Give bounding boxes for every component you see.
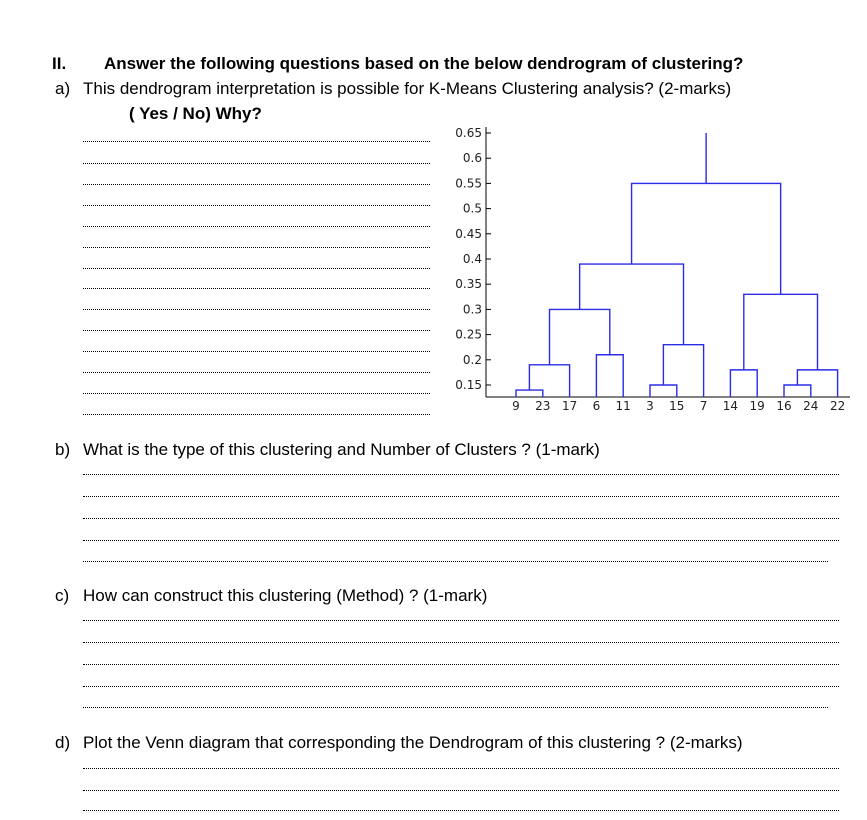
answer-line[interactable] (83, 664, 839, 665)
answer-line[interactable] (83, 686, 839, 687)
answer-line[interactable] (83, 309, 430, 310)
y-tick-label: 0.3 (462, 302, 482, 317)
question-a-text: This dendrogram interpretation is possible for K-Means Clustering analysis? (2-marks) (83, 79, 732, 98)
y-tick-label: 0.25 (455, 327, 482, 342)
question-b-text: What is the type of this clustering and Number of Clusters ? (1-mark) (83, 440, 600, 459)
leaf-label: 6 (592, 399, 601, 413)
dendrogram-link (797, 370, 837, 397)
leaf-label: 7 (699, 399, 708, 413)
question-c-text: How can construct this clustering (Method) ? (1-mark) (83, 586, 488, 605)
answer-line[interactable] (83, 474, 839, 475)
dendrogram-link (550, 309, 610, 364)
leaf-label: 16 (776, 399, 792, 413)
y-tick-label: 0.4 (462, 252, 482, 266)
answer-line[interactable] (83, 414, 430, 415)
leaf-label: 3 (646, 399, 654, 413)
dendrogram-link (632, 183, 781, 294)
answer-line[interactable] (83, 620, 839, 621)
answer-line[interactable] (83, 163, 430, 164)
answer-line[interactable] (83, 226, 430, 227)
dendrogram-link (516, 390, 543, 397)
y-tick-label: 0.2 (462, 352, 482, 367)
question-b-label: b) (55, 440, 71, 459)
answer-line[interactable] (83, 372, 430, 373)
answer-line[interactable] (83, 205, 430, 206)
y-tick-label: 0.5 (462, 201, 482, 216)
answer-line[interactable] (83, 768, 839, 769)
answer-line[interactable] (83, 393, 430, 394)
y-tick-label: 0.35 (455, 277, 482, 292)
section-number: II. (52, 54, 67, 73)
answer-line[interactable] (83, 810, 839, 811)
question-a-label: a) (55, 79, 71, 98)
question-d-text: Plot the Venn diagram that corresponding the Dendrogram of this clustering ? (2-marks) (83, 733, 743, 752)
question-d-label: d) (55, 733, 71, 752)
dendrogram-link (730, 370, 757, 397)
section-title: Answer the following questions based on the below dendrogram of clustering? (104, 54, 744, 73)
question-a-subtext: ( Yes / No) Why? (129, 104, 262, 123)
dendrogram-link (529, 365, 569, 397)
dendrogram-link (650, 385, 677, 397)
leaf-label: 9 (512, 399, 520, 413)
answer-line[interactable] (83, 642, 839, 643)
leaf-label: 15 (669, 399, 685, 413)
leaf-label: 22 (829, 399, 846, 413)
leaf-label: 24 (803, 399, 819, 413)
leaf-label: 14 (722, 399, 739, 413)
dendrogram-link (580, 264, 684, 345)
answer-line[interactable] (83, 790, 839, 791)
answer-line[interactable] (83, 141, 430, 142)
answer-line[interactable] (83, 540, 839, 541)
y-tick-label: 0.15 (455, 378, 482, 392)
answer-line[interactable] (83, 330, 430, 331)
answer-line[interactable] (83, 496, 839, 497)
answer-line[interactable] (83, 184, 430, 185)
answer-line[interactable] (83, 351, 430, 352)
answer-line[interactable] (83, 268, 430, 269)
leaf-label: 19 (749, 399, 765, 413)
answer-line[interactable] (83, 288, 430, 289)
dendrogram-chart (430, 118, 860, 418)
y-tick-label: 0.65 (455, 126, 482, 140)
dendrogram-link (596, 355, 623, 397)
dendrogram-link (784, 385, 811, 397)
leaf-label: 11 (615, 399, 631, 413)
y-tick-label: 0.6 (462, 151, 482, 166)
question-c-label: c) (55, 586, 70, 605)
answer-line[interactable] (83, 518, 839, 519)
answer-line[interactable] (83, 707, 828, 708)
dendrogram-link (663, 345, 703, 397)
leaf-label: 23 (535, 399, 551, 413)
dendrogram-link (744, 294, 818, 370)
y-tick-label: 0.55 (455, 176, 482, 191)
y-tick-label: 0.45 (455, 226, 482, 241)
answer-line[interactable] (83, 247, 430, 248)
leaf-label: 17 (561, 399, 578, 413)
answer-line[interactable] (83, 561, 828, 562)
